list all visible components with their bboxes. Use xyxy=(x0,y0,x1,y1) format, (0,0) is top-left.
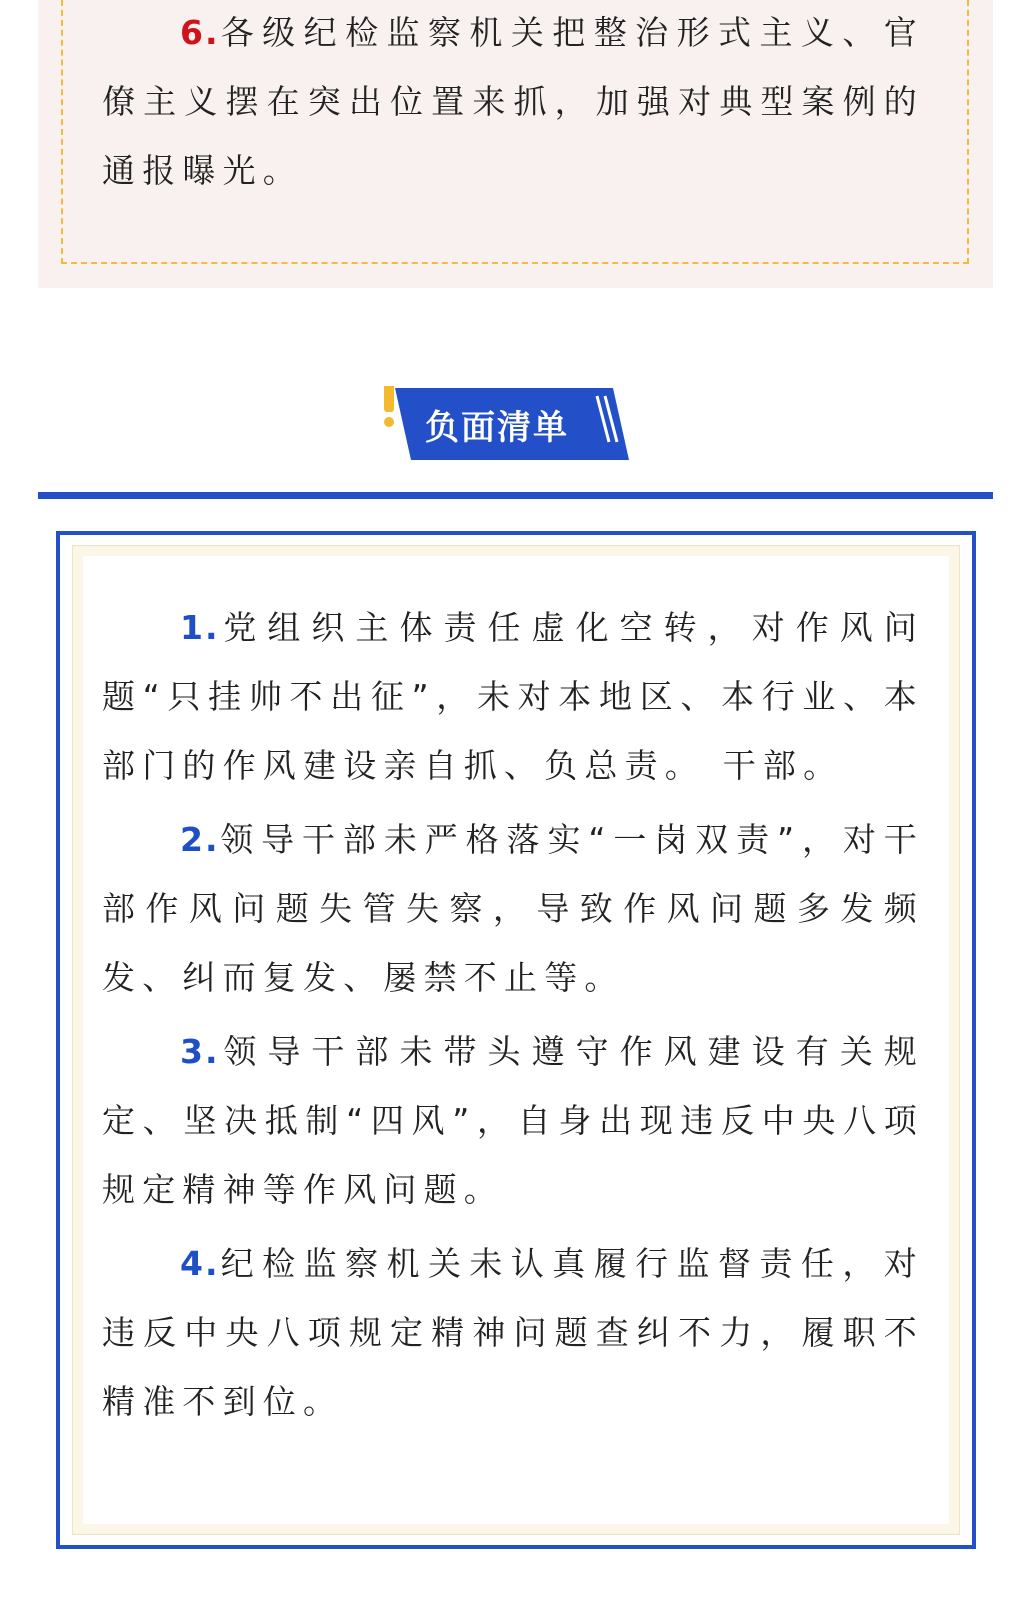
section-header xyxy=(383,386,651,472)
section-divider xyxy=(38,492,993,499)
list-item-number: 3. xyxy=(180,1032,220,1071)
section-title: 负面清单 xyxy=(425,408,569,448)
list-item xyxy=(102,1229,924,1436)
list-item-number: 1. xyxy=(180,608,220,647)
list-item xyxy=(102,593,924,800)
list-item-text: 党组织主体责任虚化空转，对作风问题“只挂帅不出征”，未对本地区、本行业、本部门的作风建设亲自抓、负总责。 干部。 xyxy=(102,608,924,785)
list-item-number: 4. xyxy=(180,1244,220,1283)
list-item-text: 领导干部未带头遵守作风建设有关规定、坚决抵制“四风”，自身出现违反中央八项规定精神等作风问题。 xyxy=(102,1032,924,1209)
item-6-number: 6. xyxy=(180,13,220,52)
list-item-number: 2. xyxy=(180,820,220,859)
list-item xyxy=(102,1017,924,1224)
list-item xyxy=(102,805,924,1012)
item-6-paragraph xyxy=(102,0,924,205)
item-6-text: 各级纪检监察机关把整治形式主义、官僚主义摆在突出位置来抓，加强对典型案例的通报曝光。 xyxy=(102,13,924,190)
list-item-text: 纪检监察机关未认真履行监督责任，对违反中央八项规定精神问题查纠不力，履职不精准不到位。 xyxy=(102,1244,924,1421)
exclamation-icon xyxy=(384,386,394,412)
list-item-text: 领导干部未严格落实“一岗双责”，对干部作风问题失管失察，导致作风问题多发频发、纠而复发、屡禁不止等。 xyxy=(102,820,924,997)
